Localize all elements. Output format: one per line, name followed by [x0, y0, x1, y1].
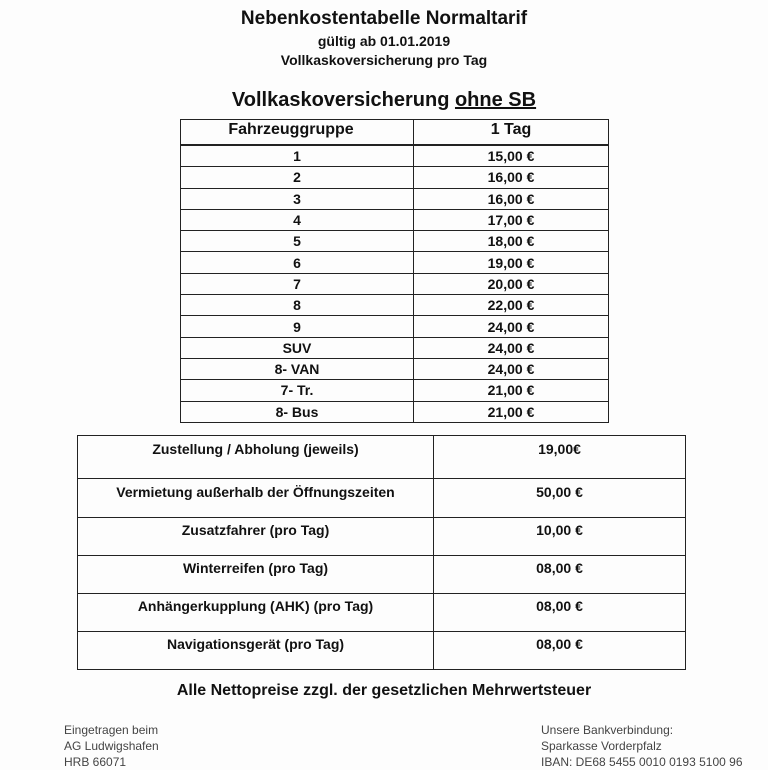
- price-cell: 24,00 €: [414, 316, 609, 337]
- group-cell: 9: [181, 316, 414, 337]
- table-row: [181, 295, 609, 316]
- group-cell: 7- Tr.: [181, 380, 414, 401]
- table-row: [181, 231, 609, 252]
- vehicle-group-price-table: [180, 119, 609, 423]
- item-cell: Zusatzfahrer (pro Tag): [78, 518, 434, 556]
- table-row: [181, 380, 609, 401]
- group-cell: SUV: [181, 337, 414, 358]
- section-title-prefix: Vollkaskoversicherung: [231, 89, 450, 111]
- price-cell: 15,00 €: [414, 145, 609, 167]
- group-cell: 3: [181, 188, 414, 209]
- group-cell: 8: [181, 295, 414, 316]
- table-row: [181, 167, 609, 188]
- footer-line: Sparkasse Vorderpfalz: [541, 739, 662, 753]
- footer-bank: [541, 722, 743, 770]
- price-cell: 20,00 €: [414, 273, 609, 294]
- table-row: [78, 436, 686, 479]
- price-cell: 16,00 €: [414, 188, 609, 209]
- document-title: Nebenkostentabelle Normaltarif: [240, 8, 528, 29]
- price-cell: 16,00 €: [414, 167, 609, 188]
- price-cell: 21,00 €: [414, 380, 609, 401]
- valid-from: gültig ab 01.01.2019: [317, 33, 451, 49]
- price-cell: 19,00€: [434, 436, 686, 479]
- item-cell: Anhängerkupplung (AHK) (pro Tag): [78, 594, 434, 632]
- price-cell: 24,00 €: [414, 358, 609, 379]
- item-cell: Winterreifen (pro Tag): [78, 556, 434, 594]
- price-cell: 19,00 €: [414, 252, 609, 273]
- table-row: [181, 188, 609, 209]
- item-cell: Navigationsgerät (pro Tag): [78, 632, 434, 670]
- table-row: [181, 209, 609, 230]
- group-cell: 2: [181, 167, 414, 188]
- table-row: [181, 316, 609, 337]
- group-cell: 4: [181, 209, 414, 230]
- price-cell: 17,00 €: [414, 209, 609, 230]
- group-cell: 1: [181, 145, 414, 167]
- price-cell: 18,00 €: [414, 231, 609, 252]
- price-cell: 08,00 €: [434, 632, 686, 670]
- group-cell: 6: [181, 252, 414, 273]
- table-row: [78, 594, 686, 632]
- footer-line: IBAN: DE68 5455 0010 0193 5100 96: [541, 755, 743, 769]
- group-cell: 5: [181, 231, 414, 252]
- column-header-day: 1 Tag: [414, 120, 609, 146]
- table-header-row: [181, 120, 609, 146]
- table-row: [78, 518, 686, 556]
- section-title: [0, 89, 768, 112]
- price-cell: 21,00 €: [414, 401, 609, 422]
- table-row: [78, 632, 686, 670]
- price-cell: 24,00 €: [414, 337, 609, 358]
- footer-line: AG Ludwigshafen: [64, 739, 159, 753]
- group-cell: 7: [181, 273, 414, 294]
- column-header-group: Fahrzeuggruppe: [181, 120, 414, 146]
- table-row: [181, 337, 609, 358]
- price-cell: 50,00 €: [434, 479, 686, 518]
- footer-line: Eingetragen beim: [64, 723, 159, 737]
- footer-registration: [64, 722, 159, 770]
- group-cell: 8- VAN: [181, 358, 414, 379]
- section-title-underlined: ohne SB: [454, 89, 537, 111]
- table-row: [78, 556, 686, 594]
- item-cell: Vermietung außerhalb der Öffnungszeiten: [78, 479, 434, 518]
- document-subtitle: Vollkaskoversicherung pro Tag: [280, 52, 488, 68]
- price-cell: 08,00 €: [434, 594, 686, 632]
- table-row: [181, 358, 609, 379]
- table-row: [181, 401, 609, 422]
- table-row: [78, 479, 686, 518]
- net-price-note: Alle Nettopreise zzgl. der gesetzlichen Mehrwertsteuer: [176, 682, 592, 699]
- price-cell: 10,00 €: [434, 518, 686, 556]
- price-cell: 22,00 €: [414, 295, 609, 316]
- price-cell: 08,00 €: [434, 556, 686, 594]
- table-row: [181, 252, 609, 273]
- table-row: [181, 273, 609, 294]
- table-row: [181, 145, 609, 167]
- item-cell: Zustellung / Abholung (jeweils): [78, 436, 434, 479]
- group-cell: 8- Bus: [181, 401, 414, 422]
- footer-line: HRB 66071: [64, 755, 127, 769]
- extras-price-table: [77, 435, 686, 670]
- footer-line: Unsere Bankverbindung:: [541, 723, 674, 737]
